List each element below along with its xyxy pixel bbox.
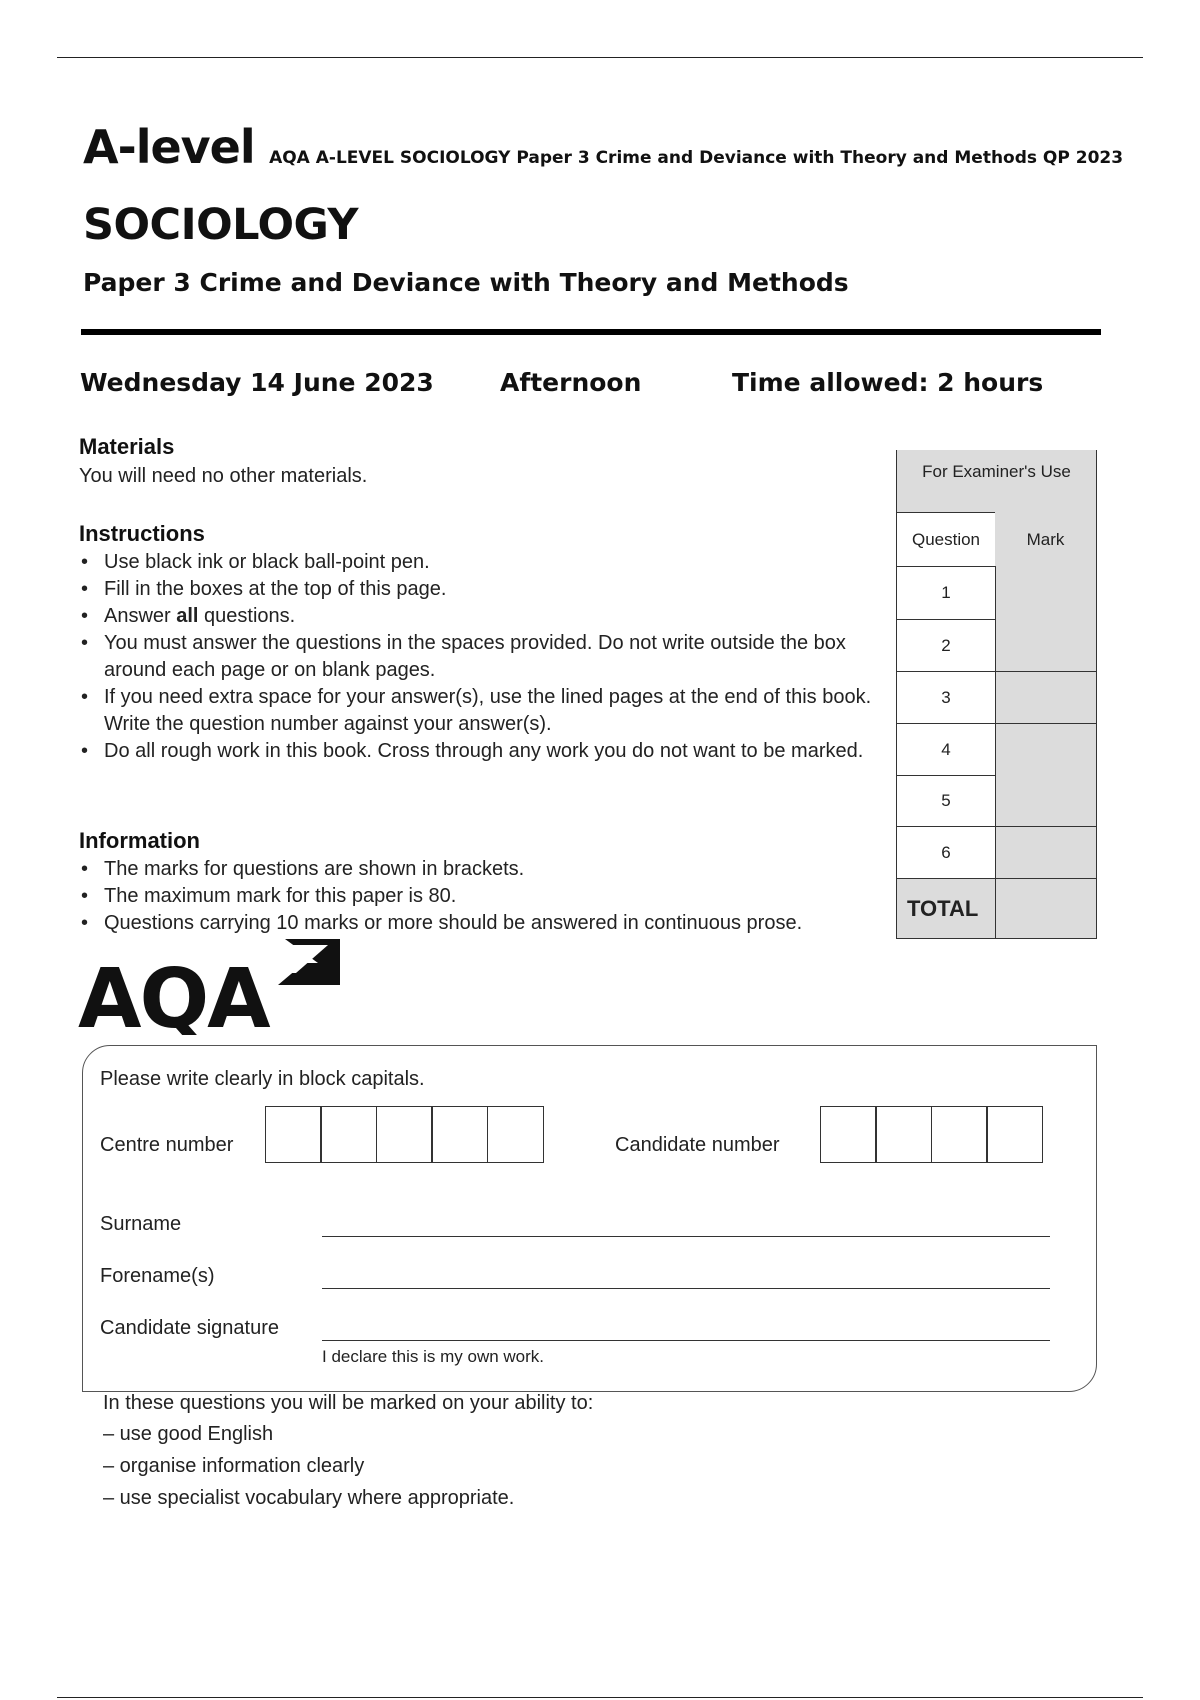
list-item: • Fill in the boxes at the top of this page. bbox=[79, 576, 899, 603]
mark-cell-1-2[interactable] bbox=[995, 566, 1097, 672]
forename-field[interactable] bbox=[322, 1288, 1050, 1289]
aqa-logo bbox=[78, 935, 348, 1040]
list-item: • If you need extra space for your answer(s), use the lined pages at the end of this book. Write the question number against your answer(s). bbox=[79, 684, 899, 738]
centre-digit-box[interactable] bbox=[320, 1106, 377, 1163]
question-cell-5: 5 bbox=[896, 775, 996, 827]
aqa-logo-graphic bbox=[78, 935, 348, 1035]
centre-number-boxes[interactable] bbox=[266, 1106, 544, 1163]
list-item: • The marks for questions are shown in brackets. bbox=[79, 856, 939, 883]
list-item: • Do all rough work in this book. Cross through any work you do not want to be marked. bbox=[79, 738, 899, 765]
declaration-text: I declare this is my own work. bbox=[322, 1347, 545, 1366]
information-list bbox=[79, 856, 939, 937]
surname-field[interactable] bbox=[322, 1236, 1050, 1237]
answer-all-emphasis: all bbox=[176, 605, 199, 627]
subject-title: SOCIOLOGY bbox=[83, 200, 359, 250]
examiner-table bbox=[896, 450, 1097, 939]
bottom-rule bbox=[57, 1697, 1143, 1698]
list-item: • Use black ink or black ball-point pen. bbox=[79, 549, 899, 576]
ability-item: – organise information clearly bbox=[103, 1455, 365, 1477]
column-header-mark: Mark bbox=[995, 512, 1097, 567]
answer-suffix: questions. bbox=[198, 605, 296, 627]
information-heading: Information bbox=[79, 828, 200, 853]
list-item: • Questions carrying 10 marks or more should be answered in continuous prose. bbox=[79, 910, 939, 937]
instructions-list bbox=[79, 549, 899, 765]
ability-intro: In these questions you will be marked on your ability to: bbox=[103, 1392, 594, 1414]
candidate-number-boxes[interactable] bbox=[821, 1106, 1043, 1163]
ability-item: – use specialist vocabulary where appropriate. bbox=[103, 1487, 515, 1509]
materials-text: You will need no other materials. bbox=[79, 465, 368, 487]
title-row bbox=[83, 120, 1123, 174]
mark-cell-6[interactable] bbox=[995, 826, 1097, 879]
mark-cell-4-5[interactable] bbox=[995, 723, 1097, 827]
total-mark-cell[interactable] bbox=[995, 878, 1097, 939]
header-divider bbox=[81, 329, 1101, 335]
centre-digit-box[interactable] bbox=[376, 1106, 433, 1163]
total-label: TOTAL bbox=[896, 878, 996, 939]
question-cell-3: 3 bbox=[896, 671, 996, 724]
top-rule bbox=[57, 57, 1143, 58]
answer-prefix: Answer bbox=[104, 605, 177, 627]
question-cell-6: 6 bbox=[896, 826, 996, 879]
candidate-digit-box[interactable] bbox=[931, 1106, 988, 1163]
examiner-table-header bbox=[896, 450, 1097, 513]
ability-item: – use good English bbox=[103, 1423, 274, 1445]
question-cell-2: 2 bbox=[896, 619, 996, 672]
list-item: • You must answer the questions in the spaces provided. Do not write outside the box around each page or on blank pages. bbox=[79, 630, 899, 684]
instructions-heading: Instructions bbox=[79, 521, 205, 546]
list-item: • The maximum mark for this paper is 80. bbox=[79, 883, 939, 910]
candidate-digit-box[interactable] bbox=[986, 1106, 1043, 1163]
question-cell-1: 1 bbox=[896, 566, 996, 620]
candidate-digit-box[interactable] bbox=[875, 1106, 932, 1163]
qualification-level: A-level bbox=[83, 120, 255, 174]
question-cell-4: 4 bbox=[896, 723, 996, 776]
exam-date: Wednesday 14 June 2023 bbox=[80, 368, 434, 397]
paper-title: Paper 3 Crime and Deviance with Theory and Methods bbox=[83, 268, 849, 297]
centre-digit-box[interactable] bbox=[265, 1106, 322, 1163]
candidate-details-box bbox=[82, 1045, 1097, 1392]
document-reference: AQA A-LEVEL SOCIOLOGY Paper 3 Crime and Deviance with Theory and Methods QP 2023 bbox=[269, 148, 1124, 168]
aqa-logo-text: AQA bbox=[78, 952, 269, 1035]
candidate-number-label: Candidate number bbox=[615, 1134, 780, 1156]
signature-label: Candidate signature bbox=[100, 1317, 280, 1339]
time-allowed: Time allowed: 2 hours bbox=[732, 368, 1044, 397]
block-capitals-prompt: Please write clearly in block capitals. bbox=[100, 1068, 425, 1090]
examiner-table-title: For Examiner's Use bbox=[922, 462, 1071, 481]
centre-number-label: Centre number bbox=[100, 1134, 234, 1156]
forename-label: Forename(s) bbox=[100, 1265, 215, 1287]
mark-cell-3[interactable] bbox=[995, 671, 1097, 724]
signature-field[interactable] bbox=[322, 1340, 1050, 1341]
surname-label: Surname bbox=[100, 1213, 182, 1235]
candidate-digit-box[interactable] bbox=[820, 1106, 877, 1163]
centre-digit-box[interactable] bbox=[487, 1106, 544, 1163]
materials-heading: Materials bbox=[79, 434, 175, 459]
column-header-question: Question bbox=[896, 512, 996, 567]
exam-session: Afternoon bbox=[500, 368, 642, 397]
list-item bbox=[79, 603, 899, 630]
centre-digit-box[interactable] bbox=[431, 1106, 488, 1163]
